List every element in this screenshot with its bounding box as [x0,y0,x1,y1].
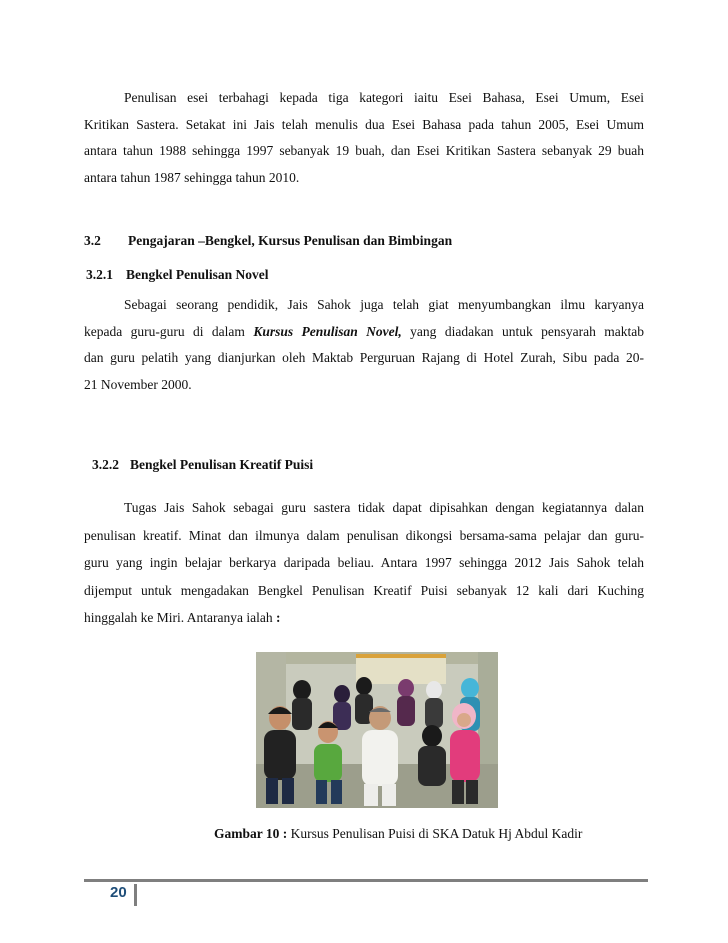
page-number-divider [134,884,137,906]
section-title: Pengajaran –Bengkel, Kursus Penulisan dan Bimbingan [128,233,453,248]
section-number: 3.2.2 [92,457,119,472]
text-line: antara tahun 1987 sehingga tahun 2010. [84,169,300,185]
text-line: penulisan kreatif. Minat dan ilmunya dalam penulisan dikongsi bersama-sama pelajar dan guru- [84,527,644,543]
figure-label: Gambar 10 : [214,826,288,841]
text-line [84,604,644,632]
group-photo [256,652,498,808]
section-heading-3-2-2 [92,457,313,473]
text-line: Tugas Jais Sahok sebagai guru sastera tidak dapat dipisahkan dengan kegiatannya dalan [124,500,644,515]
section-title: Bengkel Penulisan Kreatif Puisi [130,457,314,472]
text-line: antara tahun 1988 sehingga 1997 sebanyak 19 buah, dan Esei Kritikan Sastera sebanyak 29 buah [84,143,644,158]
text-run: hinggalah ke Miri. Antaranya ialah [84,610,276,625]
section-title: Bengkel Penulisan Novel [126,267,269,282]
figure-caption [214,826,582,842]
section-heading-3-2 [84,233,452,249]
emphasis-course-title: Kursus Penulisan Novel, [253,323,402,339]
page-number: 20 [110,884,127,901]
paragraph-esei [84,85,644,191]
text-line: 21 November 2000. [84,376,192,392]
footer-rule [84,879,648,882]
figure-caption-text: Kursus Penulisan Puisi di SKA Datuk Hj Abdul Kadir [287,826,583,841]
text-run-bold: : [275,610,281,625]
text-line: guru yang ingin belajar berkarya daripada beliau. Antara 1997 sehingga 2012 Jais Sahok telah [84,555,644,570]
text-line: Sebagai seorang pendidik, Jais Sahok juga telah giat menyumbangkan ilmu karyanya [124,297,644,312]
text-run: kepada guru-guru di dalam [84,323,254,339]
group-photo-illustration [256,652,498,808]
text-line [84,319,644,346]
text-line: dijemput untuk mengadakan Bengkel Penulisan Kreatif Puisi sebanyak 12 kali dari Kuching [84,582,644,598]
paragraph-bengkel-novel [84,292,644,398]
section-number: 3.2 [84,233,101,248]
text-line: Penulisan esei terbahagi kepada tiga kategori iaitu Esei Bahasa, Esei Umum, Esei [124,90,644,105]
section-heading-3-2-1 [86,267,269,283]
section-number: 3.2.1 [86,267,113,282]
paragraph-bengkel-puisi [84,494,644,632]
text-run: yang diadakan untuk pensyarah maktab [401,323,644,339]
text-line: Kritikan Sastera. Setakat ini Jais telah menulis dua Esei Bahasa pada tahun 2005, Esei Umum [84,116,644,132]
text-line: dan guru pelatih yang dianjurkan oleh Maktab Perguruan Rajang di Hotel Zurah, Sibu pada 20- [84,350,644,365]
